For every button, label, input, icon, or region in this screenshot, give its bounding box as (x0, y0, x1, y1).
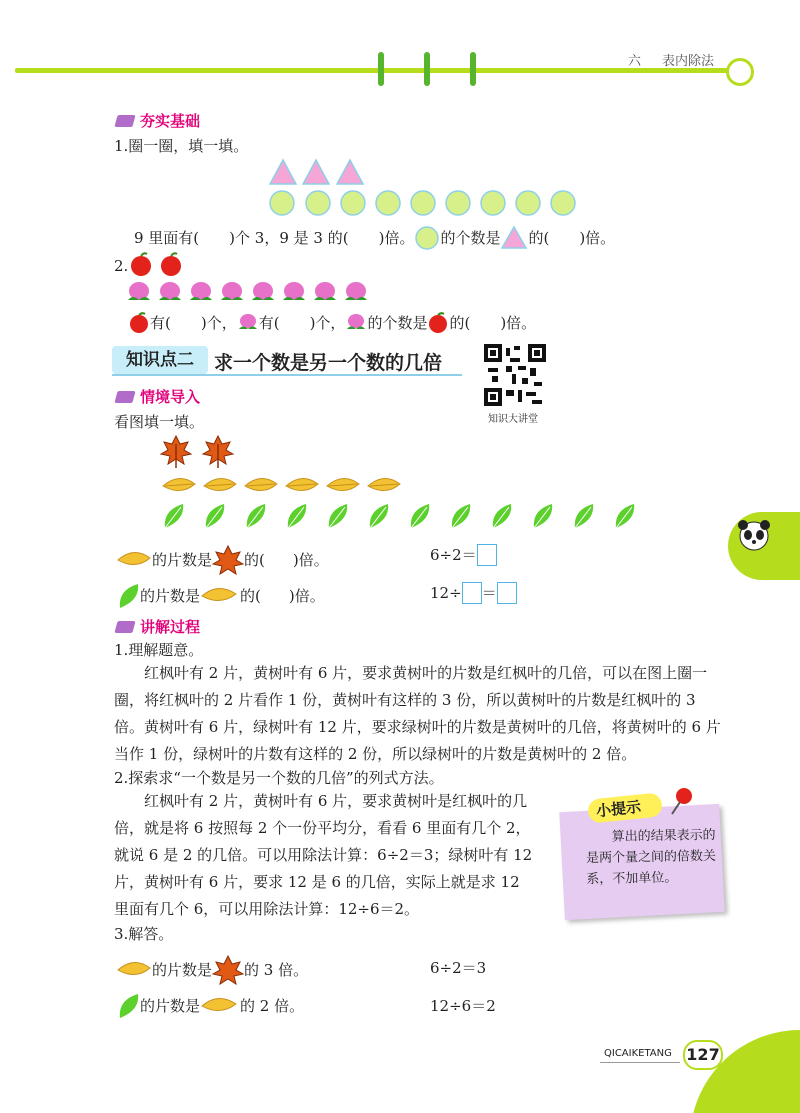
circle-shape (270, 191, 294, 215)
section-title-situation: 情境导入 (116, 386, 200, 407)
leaves-illustration (155, 434, 645, 534)
explain-p1-label: 1.理解题意。 (114, 641, 204, 659)
explain-p2: 红枫叶有 2 片，黄树叶有 6 片，要求黄树叶是红枫叶的几倍，就是将 6 按照每 2 个一份平均分，看看 6 里面有几个 2，就说 6 是 2 的几倍。可以用除法计算：6÷2＝3；绿树叶有 12 片，黄树叶有 6 片，要求 12 是 6 的几倍，实际上就是求 12 里面有几个 6，可以用除法计算：12÷6＝2。 (114, 792, 533, 918)
triangle-shape (337, 160, 363, 184)
q1-sentence: 9 里面有( )个 3，9 是 3 的( )倍。 的个数是 的( )倍。 (134, 226, 615, 250)
yellow-leaf (204, 478, 236, 490)
yellow-leaf-icon (116, 959, 152, 981)
situation-row1-eq: 6÷2＝ (430, 544, 497, 566)
pin-icon (668, 786, 696, 816)
circle-shape (446, 191, 470, 215)
q1-shapes (260, 158, 600, 218)
circle-shape (341, 191, 365, 215)
header-clip-2 (424, 52, 430, 86)
explain-p3-label: 3.解答。 (114, 925, 174, 943)
circle-shape (481, 191, 505, 215)
yellow-leaf-icon (200, 995, 240, 1017)
green-leaf-icon (116, 582, 140, 610)
q2-label: 2. (114, 257, 129, 275)
yellow-leaf (327, 478, 359, 490)
explain-p1b: 黄树叶有 6 片，绿树叶有 12 片，要求绿树叶的片数是黄树叶的几倍，将黄树叶的 6 片当作 1 份，绿树叶的片数有这样的 2 份，所以绿树叶的片数是黄树叶的 2 倍。 (114, 718, 721, 763)
header-clip-3 (470, 52, 476, 86)
yellow-leaf-icon (200, 585, 240, 607)
qr-code[interactable] (484, 344, 546, 406)
apple-icon (427, 312, 449, 334)
q1-label: 1.圈一圈，填一填。 (114, 137, 249, 155)
section-title-basics: 夯实基础 (116, 110, 200, 131)
tip-text: 算出的结果表示的是两个量之间的倍数关系，不加单位。 (585, 827, 717, 888)
qr-caption: 知识大讲堂 (488, 414, 538, 425)
q2-apples (130, 252, 190, 278)
situation-row2: 的片数是 的( )倍。 (116, 582, 325, 610)
situation-row1: 的片数是 的( )倍。 (116, 544, 329, 576)
green-leaf (206, 504, 224, 528)
circle-shape (306, 191, 330, 215)
header-title: 表内除法 (662, 54, 715, 69)
triangle-icon (500, 226, 528, 250)
answer-box[interactable] (462, 582, 482, 604)
knowledge-tag: 知识点二 (112, 346, 208, 374)
yellow-leaf (368, 478, 400, 490)
triangle-shape (303, 160, 329, 184)
answer-box[interactable] (497, 582, 517, 604)
header-bird-icon (726, 58, 754, 86)
situation-instruction: 看图填一填。 (114, 413, 205, 431)
circle-shape (411, 191, 435, 215)
green-leaf (288, 504, 306, 528)
circle-shape (551, 191, 575, 215)
page-number: 127 (683, 1040, 723, 1070)
knowledge-title: 求一个数是另一个数的几倍 (214, 352, 443, 374)
green-leaf-icon (116, 992, 140, 1020)
yellow-leaf (245, 478, 277, 490)
apple-icon (128, 312, 150, 334)
footer-line (600, 1062, 680, 1063)
section-title-explain: 讲解过程 (116, 616, 200, 637)
footer-brand: QICAIKETANG (604, 1048, 672, 1059)
answer-row1: 的片数是 的 3 倍。 (116, 954, 308, 986)
answer-row2-eq: 12÷6＝2 (430, 997, 496, 1015)
q2-sentence: 有( )个， 有( )个， 的个数是 的( )倍。 (128, 312, 536, 334)
green-leaf (165, 504, 183, 528)
maple-leaf-icon (212, 954, 244, 986)
knowledge-underline (112, 374, 462, 376)
header-chapter: 六 (628, 54, 642, 69)
maple-leaf (203, 436, 233, 468)
green-leaf (370, 504, 388, 528)
panda-icon (734, 518, 774, 554)
answer-box[interactable] (477, 544, 497, 566)
answer-row1-eq: 6÷2＝3 (430, 959, 487, 977)
tip-title: 小提示 (595, 797, 642, 821)
green-leaf (329, 504, 347, 528)
circle-shape (516, 191, 540, 215)
answer-row2: 的片数是 的 2 倍。 (116, 992, 304, 1020)
header-bar (15, 68, 735, 73)
apple-icon (131, 253, 151, 276)
situation-row2-eq: 12÷ ＝ (430, 582, 517, 604)
yellow-leaf-icon (116, 549, 152, 571)
q2-peaches (126, 280, 376, 306)
explain-p2-label: 2.探索求“一个数是另一个数的几倍”的列式方法。 (114, 769, 444, 787)
green-leaf (247, 504, 265, 528)
circle-shape (376, 191, 400, 215)
maple-leaf (161, 436, 191, 468)
peach-icon (345, 312, 367, 334)
circle-icon (414, 226, 440, 250)
explain-p1a: 红枫叶有 2 片，黄树叶有 6 片，要求黄树叶的片数是红枫叶的几倍，可以在图上圈一圈，将红枫叶的 2 片看作 1 份，黄树叶有这样的 3 份，所以黄树叶的片数是红枫叶的 3 倍。 (114, 664, 708, 736)
apple-icon (161, 253, 181, 276)
yellow-leaf (163, 478, 195, 490)
header-clip-1 (378, 52, 384, 86)
triangle-shape (270, 160, 296, 184)
peach-icon (237, 312, 259, 334)
yellow-leaf (286, 478, 318, 490)
maple-leaf-icon (212, 544, 244, 576)
